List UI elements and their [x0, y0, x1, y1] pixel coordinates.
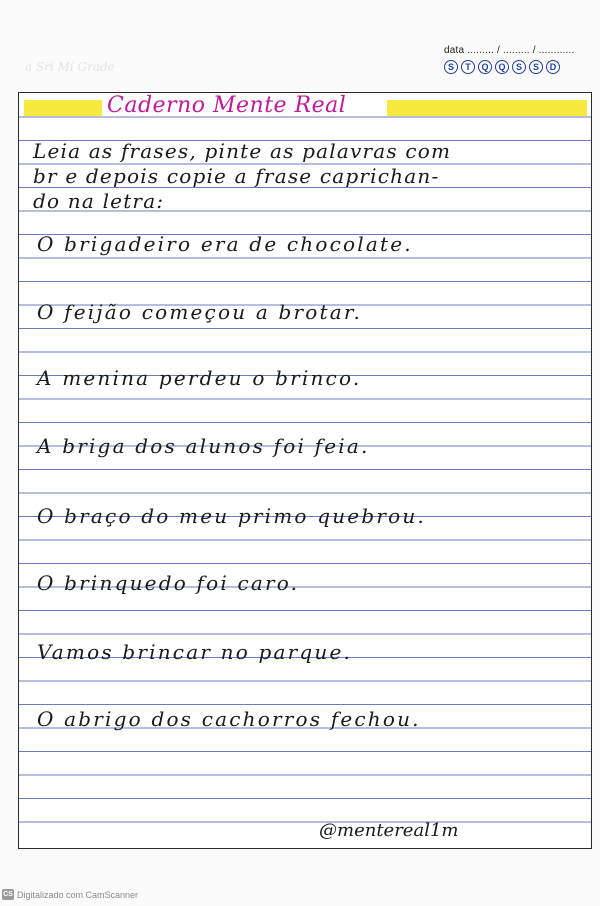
sentence-line: O brigadeiro era de chocolate. — [37, 232, 413, 256]
weekday-circle: S — [444, 60, 458, 74]
weekday-circle: T — [461, 60, 475, 74]
sentence-line: A briga dos alunos foi feia. — [37, 434, 370, 458]
weekday-circle: S — [512, 60, 526, 74]
weekday-circle: S — [529, 60, 543, 74]
sentence-line: O braço do meu primo quebrou. — [37, 504, 426, 528]
weekday-circle: Q — [495, 60, 509, 74]
sentence-line: O brinquedo foi caro. — [37, 571, 300, 595]
ruled-worksheet — [18, 92, 592, 849]
instruction-line: br e depois copie a frase caprichan- — [33, 164, 440, 188]
weekday-circle: D — [546, 60, 560, 74]
weekday-circle: Q — [478, 60, 492, 74]
sentence-line: A menina perdeu o brinco. — [37, 366, 362, 390]
title-highlight-left — [24, 100, 102, 116]
sentence-line: O feijão começou a brotar. — [37, 300, 363, 324]
date-field: data ......... / ......... / ............ — [444, 45, 575, 56]
faded-background-text: a Sri Mi Grade — [25, 60, 115, 74]
scanner-footer-text: Digitalizado com CamScanner — [17, 889, 139, 900]
sentence-line: Vamos brincar no parque. — [37, 640, 353, 664]
camscanner-logo-icon: CS — [3, 891, 13, 898]
sentence-line: O abrigo dos cachorros fechou. — [37, 707, 421, 731]
instruction-line: do na letra: — [33, 189, 165, 213]
scanner-footer — [2, 889, 138, 900]
instruction-line: Leia as frases, pinte as palavras com — [33, 139, 452, 163]
title-highlight-right — [387, 100, 587, 116]
date-block — [444, 45, 594, 74]
weekday-circles — [444, 60, 594, 74]
worksheet-title: Caderno Mente Real — [107, 93, 347, 118]
instructions — [33, 139, 451, 214]
author-signature: @mentereal1m — [319, 820, 459, 841]
